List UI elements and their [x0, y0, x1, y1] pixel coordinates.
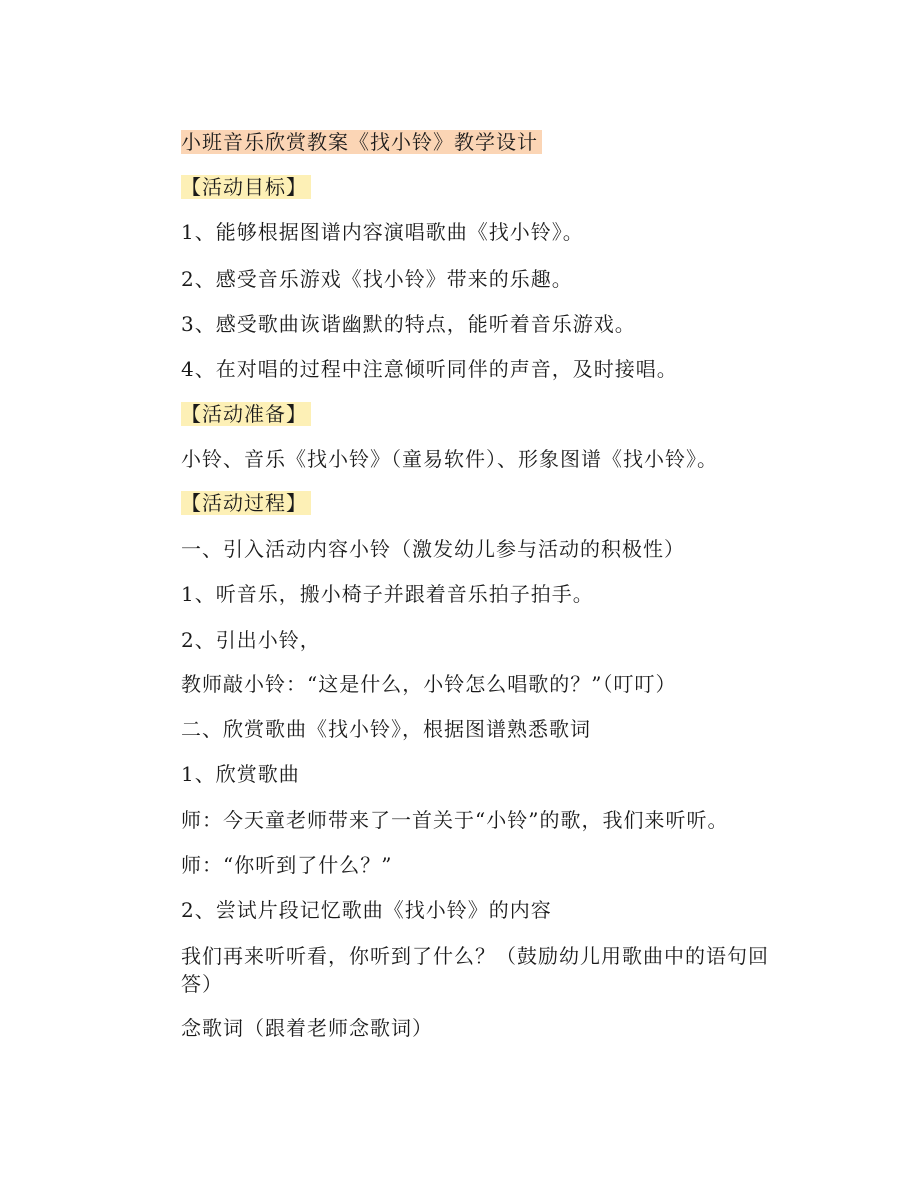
wrapped-paragraph: [137, 942, 777, 998]
process-item: 1、听音乐，搬小椅子并跟着音乐拍子拍手。: [181, 582, 594, 606]
prep-heading-text: 【活动准备】: [181, 402, 311, 426]
document-title-text: 小班音乐欣赏教案《找小铃》教学设计: [181, 130, 542, 154]
goal-item: 4、在对唱的过程中注意倾听同伴的声音，及时接唱。: [181, 357, 678, 381]
process-heading-text: 【活动过程】: [181, 491, 311, 515]
document-title: [181, 128, 542, 156]
process-item: 二、欣赏歌曲《找小铃》，根据图谱熟悉歌词: [181, 717, 591, 741]
process-item: 1、欣赏歌曲: [181, 762, 300, 786]
goal-item: 1、能够根据图谱内容演唱歌曲《找小铃》。: [181, 220, 584, 244]
process-item: 师：今天童老师带来了一首关于“小铃”的歌，我们来听听。: [181, 808, 729, 832]
wrapped-paragraph-text: 我们再来听听看，你听到了什么？（鼓励幼儿用歌曲中的语句回答）: [181, 944, 769, 996]
goals-heading: [181, 173, 311, 201]
prep-text: 小铃、音乐《找小铃》（童易软件）、形象图谱《找小铃》。: [181, 447, 718, 471]
goal-item: 3、感受歌曲诙谐幽默的特点，能听着音乐游戏。: [181, 312, 636, 336]
prep-heading: [181, 400, 311, 428]
last-line: 念歌词（跟着老师念歌词）: [181, 1016, 433, 1040]
process-item: 2、尝试片段记忆歌曲《找小铃》的内容: [181, 898, 552, 922]
goals-heading-text: 【活动目标】: [181, 175, 311, 199]
goal-item: 2、感受音乐游戏《找小铃》带来的乐趣。: [181, 267, 573, 291]
process-heading: [181, 489, 311, 517]
process-item: 师：“你听到了什么？”: [181, 853, 393, 877]
process-item: 教师敲小铃：“这是什么，小铃怎么唱歌的？”（叮叮）: [181, 672, 677, 696]
process-item: 一、引入活动内容小铃（激发幼儿参与活动的积极性）: [181, 537, 685, 561]
process-item: 2、引出小铃，: [181, 628, 321, 652]
